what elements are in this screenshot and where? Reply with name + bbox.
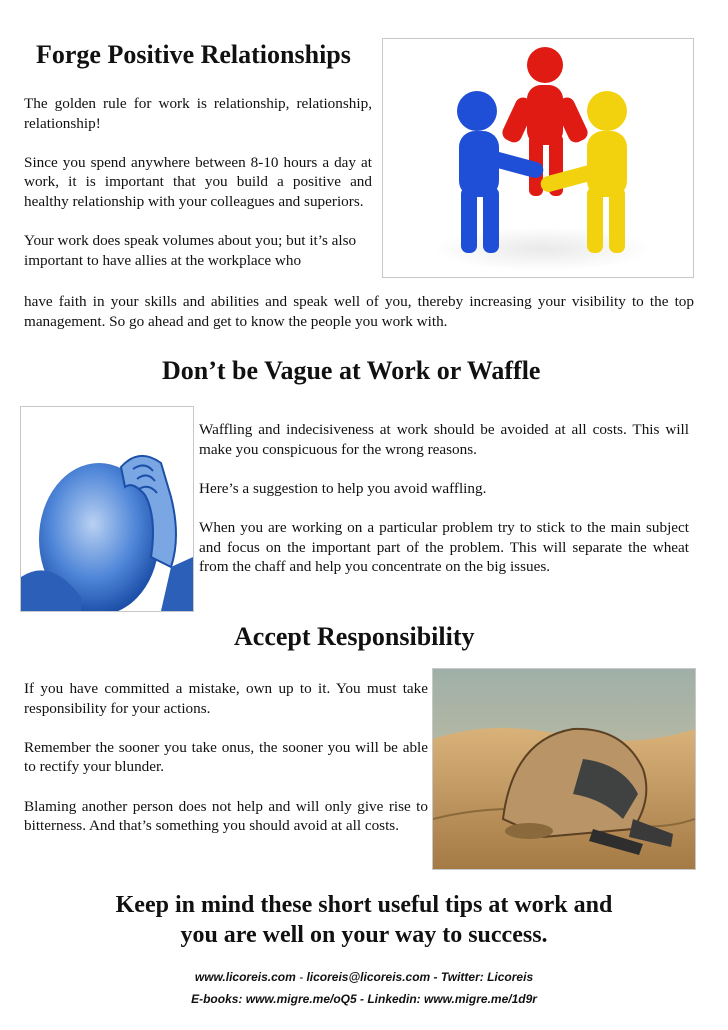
section3-paragraph-1: If you have committed a mistake, own up to it. You must take responsibility for your actions. — [24, 680, 428, 717]
section1-paragraph-2: Since you spend anywhere between 8-10 hours a day at work, it is important that you build a positive and healthy relationship with your colleagues and superiors. — [24, 153, 372, 210]
section2-paragraph-1: Waffling and indecisiveness at work should be avoided at all costs. This will make you conspicuous for the wrong reasons. — [199, 421, 689, 458]
closing-message — [0, 890, 728, 950]
section1-paragraph-3-part-2: have faith in your skills and abilities and speak well of you, thereby increasing your visibility to the top management. So go ahead and get to know the people you work with. — [24, 293, 694, 330]
footer-separator: - — [295, 970, 307, 984]
thinking-man-illustration — [21, 407, 193, 611]
section3-text — [24, 679, 428, 836]
section3-image — [432, 668, 696, 870]
closing-line-2: you are well on your way to success. — [180, 922, 548, 948]
footer-contact[interactable]: licoreis@licoreis.com - Twitter: Licoreis — [306, 970, 534, 984]
section3-paragraph-3: Blaming another person does not help and will only give rise to bitterness. And that’s something you should avoid at all costs. — [24, 797, 428, 835]
section1-text — [24, 94, 372, 270]
section2-paragraph-3: When you are working on a particular problem try to stick to the main subject and focus on the important part of the problem. This will separate the wheat from the chaff and help you concentrate on the big issues. — [199, 518, 689, 576]
section3-paragraph-2: Remember the sooner you take onus, the sooner you will be able to rectify your blunder. — [24, 738, 428, 776]
footer-line-1 — [0, 970, 728, 984]
head-in-sand-illustration — [433, 669, 695, 869]
section1-image — [382, 38, 694, 278]
section2-title: Don’t be Vague at Work or Waffle — [162, 356, 541, 385]
closing-line-1: Keep in mind these short useful tips at work and — [115, 892, 613, 918]
section1-title: Forge Positive Relationships — [36, 40, 351, 69]
section2-paragraph-2: Here’s a suggestion to help you avoid waffling. — [199, 479, 487, 497]
section1-paragraph-1: The golden rule for work is relationship, relationship, relationship! — [24, 95, 372, 132]
section1-paragraph-3-part-1: Your work does speak volumes about you; but it’s also important to have allies at the workplace who — [24, 232, 357, 269]
section3-title: Accept Responsibility — [234, 622, 475, 651]
footer-line-2[interactable]: E-books: www.migre.me/oQ5 - Linkedin: www.migre.me/1d9r — [191, 992, 537, 1006]
footer-website-link[interactable]: www.licoreis.com — [194, 970, 296, 984]
section2-text — [199, 420, 689, 577]
section2-image — [20, 406, 194, 612]
team-figures-illustration — [383, 39, 693, 277]
